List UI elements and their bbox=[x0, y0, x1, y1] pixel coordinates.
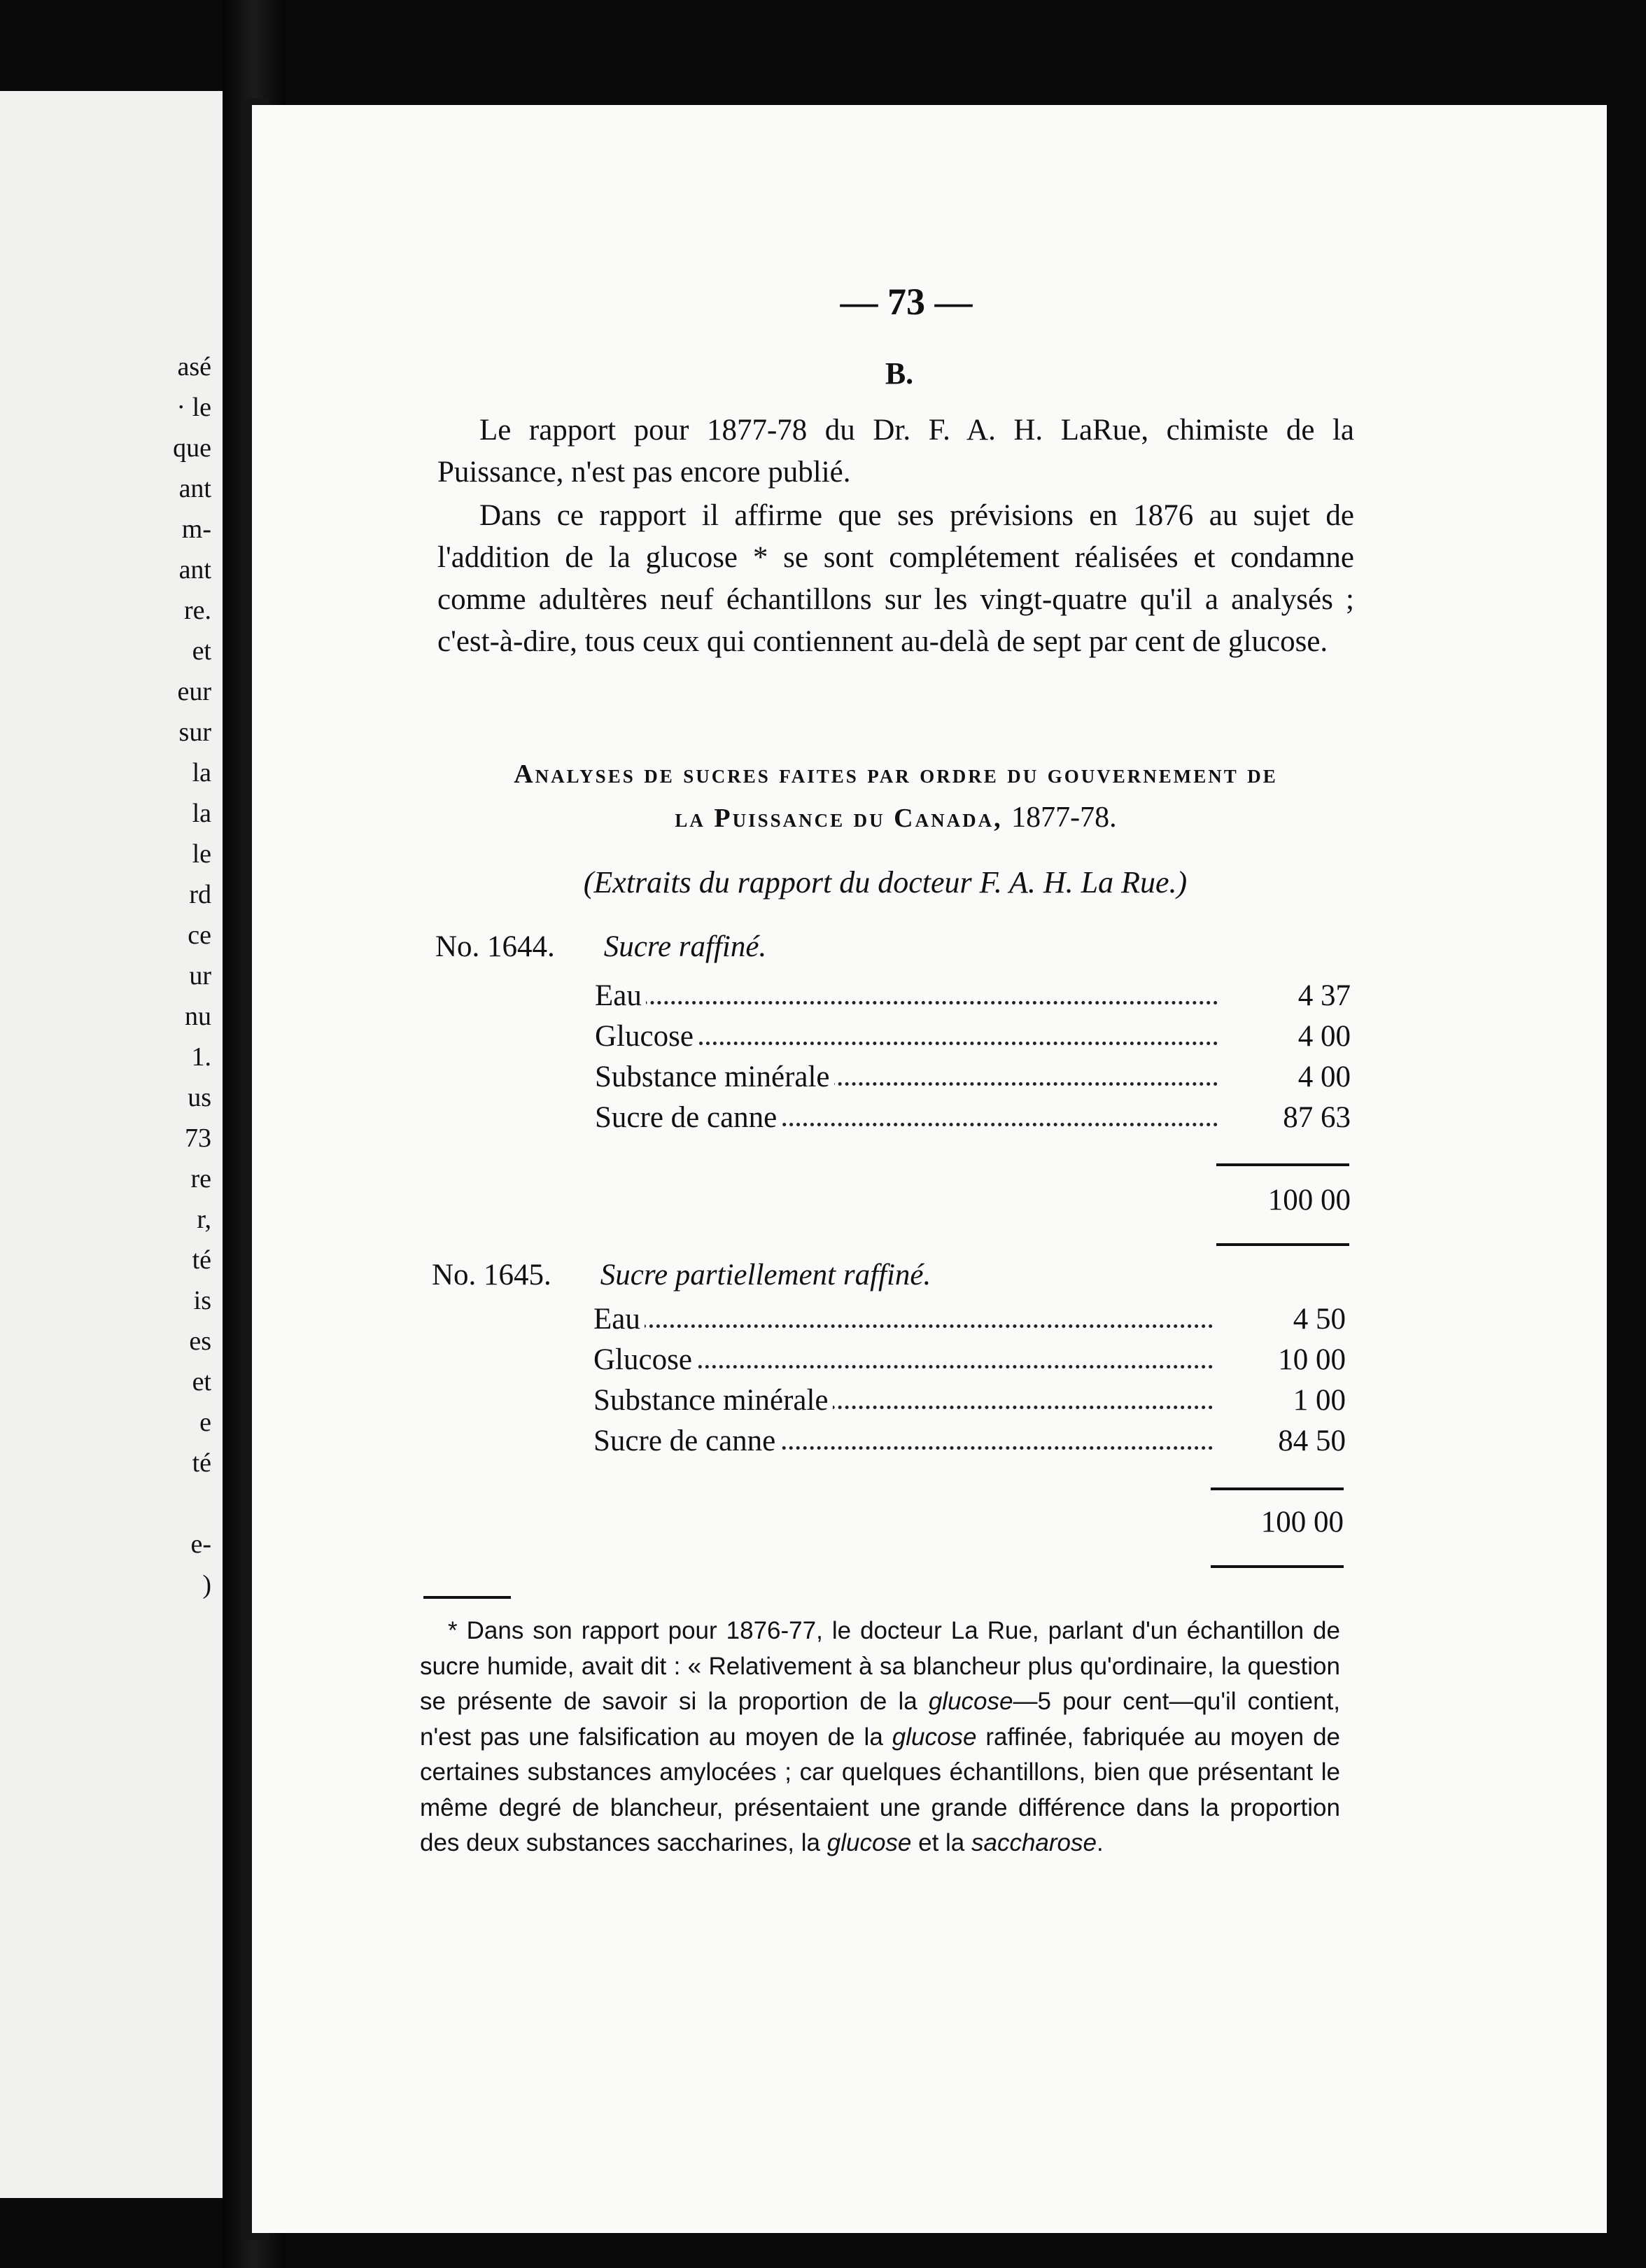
table-heading-line1: Analyses de sucres faites par ordre du gouvernement de bbox=[514, 760, 1278, 789]
table-row bbox=[595, 1019, 1351, 1060]
table-row bbox=[593, 1383, 1346, 1424]
table-row bbox=[595, 1100, 1351, 1141]
footnote-part: * Dans son rapport pour 1876-77, le docteur La Rue, parlant d'un échantillon de sucre humide, avait dit : « Relativement à sa blancheur plus qu'ordinaire, la question se présente de savoir si la proportion de la bbox=[420, 1617, 1340, 1715]
table-row bbox=[595, 979, 1351, 1019]
extract-note: (Extraits du rapport du docteur F. A. H. La Rue.) bbox=[583, 865, 1188, 899]
page-number: — 73 — bbox=[840, 281, 973, 323]
table-heading-year: 1877-78. bbox=[1011, 802, 1117, 834]
footnote-italic: glucose bbox=[892, 1723, 977, 1751]
left-page-fragment: ant bbox=[178, 474, 211, 503]
left-page-fragment: et bbox=[192, 1367, 211, 1396]
left-page-fragment: r, bbox=[197, 1205, 211, 1234]
row-label: Glucose bbox=[595, 1020, 698, 1053]
left-page-fragment: m- bbox=[181, 514, 211, 544]
sample-heading bbox=[432, 1258, 931, 1292]
sample-total: 100 00 bbox=[1267, 1184, 1351, 1217]
row-label: Sucre de canne bbox=[593, 1424, 780, 1457]
footnote-text bbox=[420, 1614, 1340, 1861]
footnote-italic: saccharose bbox=[971, 1829, 1097, 1856]
left-page-fragment bbox=[173, 1483, 211, 1524]
left-page-fragment: asé bbox=[177, 352, 211, 382]
row-value: 4 37 bbox=[1297, 979, 1351, 1012]
left-page-fragment: re. bbox=[183, 596, 211, 625]
table-row bbox=[593, 1424, 1346, 1464]
section-letter: B. bbox=[885, 356, 914, 391]
total-rule bbox=[1216, 1243, 1349, 1246]
left-page-fragment: ur bbox=[189, 961, 211, 990]
intro-text bbox=[437, 410, 1354, 663]
table-heading-line2-text: la Puissance du Canada, bbox=[675, 804, 1003, 833]
row-label: Eau bbox=[595, 979, 646, 1012]
row-label: Substance minérale bbox=[593, 1384, 833, 1417]
left-page-fragment: sur bbox=[178, 718, 211, 747]
row-value: 10 00 bbox=[1278, 1343, 1346, 1376]
row-label: Glucose bbox=[593, 1343, 696, 1376]
table-heading bbox=[434, 752, 1358, 840]
row-value: 84 50 bbox=[1278, 1424, 1346, 1457]
footnote-italic: glucose bbox=[928, 1688, 1013, 1715]
row-label: Substance minérale bbox=[595, 1060, 834, 1093]
left-page-fragment: que bbox=[173, 433, 211, 463]
left-page-text-fragments bbox=[173, 346, 211, 1605]
sample-number: No. 1644. bbox=[435, 930, 555, 963]
left-page-fragment: re bbox=[190, 1164, 211, 1194]
sum-rule bbox=[1216, 1163, 1349, 1166]
total-rule bbox=[1211, 1565, 1344, 1568]
left-page-fragment: eur bbox=[177, 677, 211, 706]
adjacent-left-page bbox=[0, 91, 223, 2198]
left-page-fragment: la bbox=[192, 758, 211, 788]
table-heading-line2 bbox=[434, 796, 1358, 840]
footnote-rule bbox=[423, 1596, 511, 1599]
left-page-fragment: e bbox=[199, 1408, 211, 1437]
row-value: 4 00 bbox=[1297, 1060, 1351, 1093]
left-page-fragment: es bbox=[189, 1326, 211, 1356]
sample-number: No. 1645. bbox=[432, 1259, 551, 1292]
left-page-fragment: et bbox=[192, 636, 211, 666]
left-page-fragment: e- bbox=[190, 1530, 211, 1559]
left-page-fragment: nu bbox=[185, 1002, 211, 1031]
row-label: Eau bbox=[593, 1303, 645, 1336]
left-page-fragment: ce bbox=[188, 920, 211, 950]
left-page-fragment: le bbox=[192, 839, 211, 869]
left-page-fragment: rd bbox=[189, 880, 211, 909]
row-label: Sucre de canne bbox=[595, 1101, 781, 1134]
table-row bbox=[593, 1343, 1346, 1383]
left-page-fragment: · le bbox=[176, 393, 211, 422]
intro-paragraph: Le rapport pour 1877-78 du Dr. F. A. H. LaRue, chimiste de la Puissance, n'est pas encore publié. bbox=[437, 414, 1354, 489]
row-value: 4 50 bbox=[1293, 1303, 1346, 1336]
sample-title: Sucre raffiné. bbox=[603, 930, 767, 963]
footnote-italic: glucose bbox=[826, 1829, 912, 1856]
left-page-fragment: té bbox=[192, 1245, 211, 1275]
left-page-fragment: la bbox=[192, 799, 211, 828]
footnote bbox=[420, 1614, 1340, 1861]
table-row bbox=[593, 1302, 1346, 1343]
left-page-fragment: té bbox=[192, 1448, 211, 1478]
row-value: 1 00 bbox=[1293, 1384, 1346, 1417]
sample-heading bbox=[435, 930, 766, 964]
left-page-fragment: us bbox=[188, 1083, 211, 1112]
footnote-part: raffinée, fabriquée au moyen de certaines substances amylocées ; car quelques échantillons, bien que présentant le même degré de blancheur, présentaient une grande différence dans la proportion des deux substances saccharines, la bbox=[420, 1723, 1340, 1856]
row-value: 87 63 bbox=[1283, 1101, 1351, 1134]
left-page-fragment: is bbox=[193, 1286, 211, 1315]
left-page-fragment: 73 bbox=[185, 1124, 211, 1153]
sample-title: Sucre partiellement raffiné. bbox=[600, 1259, 931, 1292]
sample-total: 100 00 bbox=[1260, 1506, 1344, 1539]
left-page-fragment: ant bbox=[178, 555, 211, 584]
left-page-fragment: 1. bbox=[191, 1042, 211, 1072]
intro-paragraph: Dans ce rapport il affirme que ses prévisions en 1876 au sujet de l'addition de la glucose * se sont complétement réalisées et condamne comme adultères neuf échantillons sur les vingt-quatre qu'il a analysés ; c'est-à-dire, tous ceux qui contiennent au-delà de sept par cent de glucose. bbox=[437, 499, 1354, 658]
table-row bbox=[595, 1060, 1351, 1100]
footnote-part: . bbox=[1096, 1829, 1104, 1856]
footnote-part: et la bbox=[911, 1829, 971, 1856]
row-value: 4 00 bbox=[1297, 1020, 1351, 1053]
left-page-fragment: ) bbox=[202, 1570, 211, 1600]
sum-rule bbox=[1211, 1488, 1344, 1490]
footnote-part: —5 pour cent—qu'il contient, n'est pas une falsification au moyen de la bbox=[420, 1688, 1340, 1751]
